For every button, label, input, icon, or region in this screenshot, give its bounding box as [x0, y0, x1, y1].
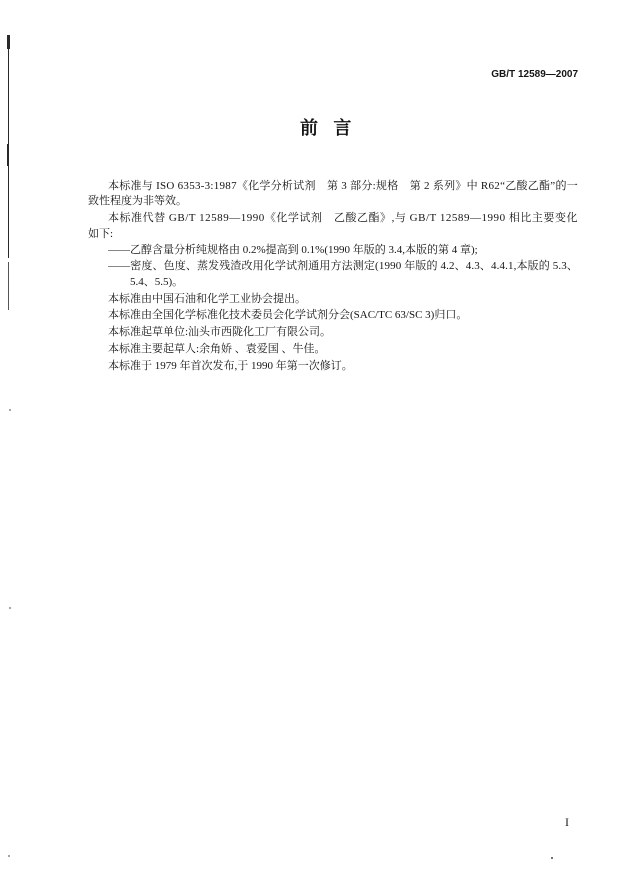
paragraph-line: 如下:: [88, 228, 114, 240]
scan-binding-line: [7, 35, 10, 49]
proposer-statement: 本标准由中国石油和化学工业协会提出。: [108, 293, 306, 305]
scan-binding-line: [8, 166, 9, 258]
scan-binding-line: [8, 262, 9, 310]
paragraph-line: 本标准代替 GB/T 12589—1990《化学试剂 乙酸乙酯》,与 GB/T 12589—1990 相比主要变化: [108, 212, 578, 224]
paragraph-line: 致性程度为非等效。: [88, 195, 187, 207]
scan-speck: [9, 607, 11, 609]
scan-binding-line: [8, 49, 9, 144]
page-title: 前 言: [300, 118, 356, 139]
release-history-statement: 本标准于 1979 年首次发布,于 1990 年第一次修订。: [108, 360, 353, 372]
scan-speck: [8, 855, 10, 857]
scan-speck: [551, 857, 553, 859]
paragraph-line: 本标准与 ISO 6353-3:1987《化学分析试剂 第 3 部分:规格 第 2 系列》中 R62“乙酸乙酯”的一: [108, 180, 578, 192]
scan-binding-line: [7, 144, 9, 166]
standard-number: GB/T 12589—2007: [491, 69, 578, 80]
drafting-unit-statement: 本标准起草单位:汕头市西陇化工厂有限公司。: [108, 326, 332, 338]
scan-speck: [9, 409, 11, 411]
paragraph-line: ——乙醇含量分析纯规格由 0.2%提高到 0.1%(1990 年版的 3.4,本版的第 4 章);: [108, 244, 478, 256]
drafters-statement: 本标准主要起草人:余角娇 、袁爱国 、牛佳。: [108, 343, 326, 355]
paragraph-line: ——密度、色度、蒸发残渣改用化学试剂通用方法测定(1990 年版的 4.2、4.3、4.4.1,本版的 5.3、: [108, 260, 578, 272]
page-number: I: [565, 815, 569, 829]
paragraph-line: 5.4、5.5)。: [130, 276, 184, 288]
responsible-committee-statement: 本标准由全国化学标准化技术委员会化学试剂分会(SAC/TC 63/SC 3)归口。: [108, 309, 468, 321]
